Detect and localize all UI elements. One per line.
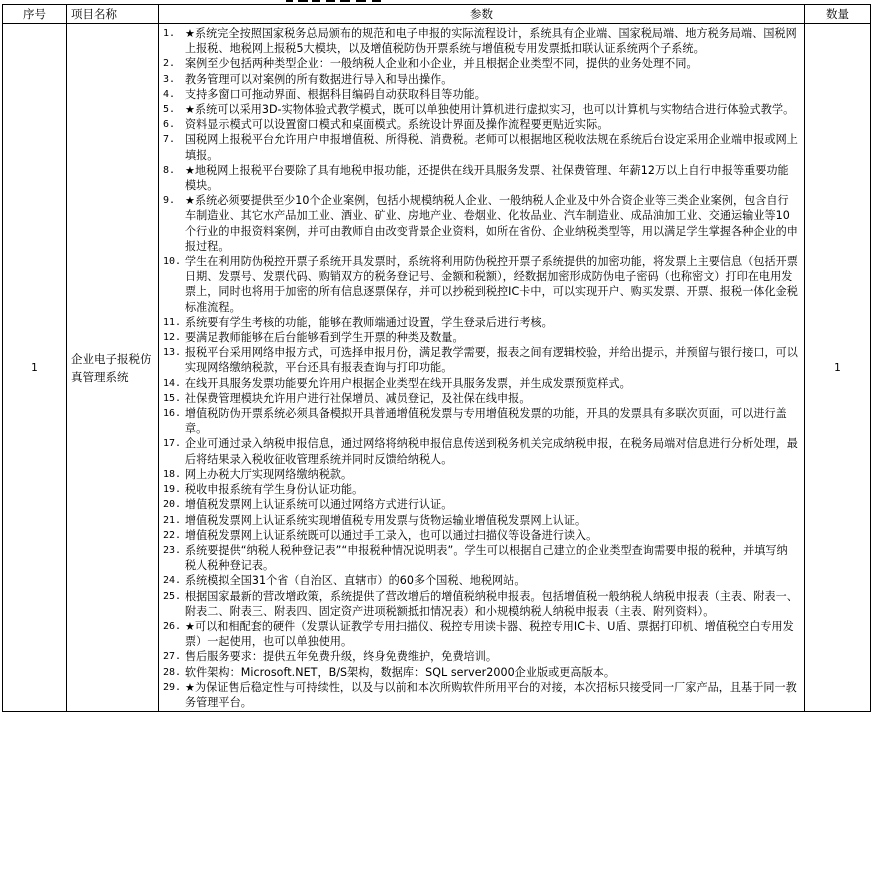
parameter-item (163, 163, 798, 193)
parameter-item (163, 680, 798, 710)
parameter-item (163, 26, 798, 56)
parameter-item (163, 315, 798, 330)
parameter-text: 网上办税大厅实现网络缴纳税款。 (185, 467, 353, 481)
row-project-name: 企业电子报税仿真管理系统 (67, 24, 159, 712)
parameter-text: 支持多窗口可拖动界面、根据科目编码自动获取科目等功能。 (185, 87, 486, 101)
procurement-spec-table (2, 4, 871, 712)
parameter-item (163, 436, 798, 466)
parameter-item (163, 573, 798, 588)
parameter-item (163, 254, 798, 315)
parameter-text: 案例至少包括两种类型企业：一般纳税人企业和小企业，并且根据企业类型不同，提供的业务处理不同。 (185, 57, 698, 71)
parameter-item (163, 665, 798, 680)
parameter-item (163, 102, 798, 117)
parameter-number: 14. (163, 377, 182, 389)
parameter-text: ★地税网上报税平台要除了具有地税申报功能，还提供在线开具服务发票、社保费管理、年薪12万以上自行申报等重要功能模块。 (185, 163, 789, 193)
parameter-text: 增值税防伪开票系统必须具备模拟开具普通增值税发票与专用增值税发票的功能，开具的发票具有多联次页面，可以进行盖章。 (185, 407, 787, 436)
parameter-text: 报税平台采用网络申报方式，可选择申报月份，满足教学需要，报表之间有逻辑校验，并给出提示，并预留与银行接口，可以实现网络缴纳税款，平台还具有报表查询与打印功能。 (185, 346, 798, 375)
parameter-item (163, 513, 798, 528)
parameter-number: 10. (163, 256, 182, 268)
parameter-text: 税收申报系统有学生身份认证功能。 (185, 483, 364, 497)
parameter-number: 24. (163, 575, 182, 587)
parameter-item (163, 649, 798, 664)
parameter-item (163, 482, 798, 497)
parameter-text: 资料显示模式可以设置窗口模式和桌面模式。系统设计界面及操作流程要更贴近实际。 (185, 118, 609, 132)
parameter-item (163, 117, 798, 132)
parameter-number: 22. (163, 529, 182, 541)
header-parameters: 参数 (159, 5, 805, 24)
parameter-text: ★为保证售后稳定性与可持续性，以及与以前和本次所购软件所用平台的对接，本次招标只接受同一厂家产品，且基于同一教务管理平台。 (185, 680, 797, 709)
parameter-number: 23. (163, 544, 182, 556)
parameter-text: ★可以和相配套的硬件（发票认证教学专用扫描仪、税控专用读卡器、税控专用IC卡、U盾、票据打印机、增值税空白专用发票）一起使用，也可以单独使用。 (185, 619, 794, 649)
parameter-item (163, 528, 798, 543)
parameter-number: 8. (163, 164, 176, 176)
parameter-text: ★系统可以采用3D-实物体验式教学模式，既可以单独使用计算机进行虚拟实习，也可以计算机与实物结合进行体验式教学。 (185, 103, 795, 117)
header-quantity: 数量 (805, 5, 871, 24)
parameter-number: 18. (163, 468, 182, 480)
parameter-number: 6. (163, 119, 176, 131)
parameter-text: 企业可通过录入纳税申报信息，通过网络将纳税申报信息传送到税务机关完成纳税申报，在税务局端对信息进行分析处理，最后将结果录入税收征收管理系统并同时反馈给纳税人。 (185, 437, 798, 466)
parameter-number: 2. (163, 58, 176, 70)
parameter-text: 系统要提供“纳税人税种登记表”“申报税种情况说明表”。学生可以根据自己建立的企业类型查询需要申报的税种，并填写纳税人税种登记表。 (185, 543, 788, 573)
parameter-number: 11. (163, 316, 182, 328)
parameter-number: 7. (163, 134, 176, 146)
parameter-item (163, 56, 798, 71)
parameter-item (163, 132, 798, 162)
header-index: 序号 (3, 5, 67, 24)
parameter-text: 增值税发票网上认证系统可以通过网络方式进行认证。 (185, 498, 453, 512)
parameter-number: 12. (163, 332, 182, 344)
parameter-number: 15. (163, 392, 182, 404)
parameter-number: 19. (163, 484, 182, 496)
parameter-number: 26. (163, 620, 182, 632)
parameter-number: 16. (163, 408, 182, 420)
parameter-text: 在线开具服务发票功能要允许用户根据企业类型在线开具服务发票，并生成发票预览样式。 (185, 376, 631, 390)
parameter-item (163, 619, 798, 649)
parameter-number: 29. (163, 681, 182, 693)
parameter-text: 增值税发票网上认证系统既可以通过手工录入，也可以通过扫描仪等设备进行读入。 (185, 528, 598, 542)
row-quantity: 1 (805, 24, 871, 712)
parameter-item (163, 345, 798, 375)
parameter-text: 系统要有学生考核的功能，能够在教师端通过设置，学生登录后进行考核。 (185, 315, 553, 329)
parameter-item (163, 497, 798, 512)
parameter-text: 社保费管理模块允许用户进行社保增员、减员登记，及社保在线申报。 (185, 391, 531, 405)
parameter-item (163, 406, 798, 436)
parameter-number: 25. (163, 590, 182, 602)
parameter-text: 售后服务要求：提供五年免费升级，终身免费维护，免费培训。 (185, 650, 498, 664)
parameter-text: 国税网上报税平台允许用户申报增值税、所得税、消费税。老师可以根据地区税收法规在系统后台设定采用企业端申报或网上填报。 (185, 133, 798, 162)
parameter-text: 学生在利用防伪税控开票子系统开具发票时，系统将利用防伪税控开票子系统提供的加密功能，将发票上主要信息（包括开票日期、发票号、发票代码、购销双方的税务登记号、金额和税额），经数据加密形成防伪电子密码（也称密文）打印在电用发票上，同时也将用于加密的所有信息逐票保存，并可以抄税到税控IC卡中，可以实现开户、购买发票、开票、报税一体化金税标准流程。 (185, 255, 798, 314)
parameter-number: 28. (163, 666, 182, 678)
parameter-list (163, 26, 798, 710)
table-header-row (3, 5, 871, 24)
parameter-number: 3. (163, 73, 176, 85)
parameter-number: 27. (163, 651, 182, 663)
row-index: 1 (3, 24, 67, 712)
parameter-text: 软件架构：Microsoft.NET，B/S架构，数据库：SQL server2000企业版或更高版本。 (185, 665, 615, 679)
parameter-number: 20. (163, 499, 182, 511)
parameter-item (163, 72, 798, 87)
parameter-item (163, 589, 798, 619)
parameter-number: 5. (163, 104, 176, 116)
parameter-number: 1. (163, 28, 176, 39)
parameter-item (163, 330, 798, 345)
parameter-text: ★系统完全按照国家税务总局颁布的规范和电子申报的实际流程设计，系统具有企业端、国家税局端、地方税务局端、国税网上报税、地税网上报税5大模块，以及增值税防伪开票系统与增值税专用发票抵扣联认证系统两个子系统。 (185, 27, 797, 56)
parameter-item (163, 87, 798, 102)
row-parameters (159, 24, 805, 712)
parameter-number: 9. (163, 195, 176, 207)
parameter-number: 21. (163, 514, 182, 526)
parameter-item (163, 543, 798, 573)
parameter-text: 要满足教师能够在后台能够看到学生开票的种类及数量。 (185, 331, 464, 345)
parameter-item (163, 467, 798, 482)
parameter-number: 4. (163, 88, 176, 100)
parameter-item (163, 391, 798, 406)
table-row (3, 24, 871, 712)
parameter-text: 教务管理可以对案例的所有数据进行导入和导出操作。 (185, 72, 453, 86)
parameter-text: 系统模拟全国31个省（自治区、直辖市）的60多个国税、地税网站。 (185, 574, 526, 588)
parameter-text: 根据国家最新的营改增政策，系统提供了营改增后的增值税纳税申报表。包括增值税一般纳税人纳税申报表（主表、附表一、附表二、附表三、附表四、固定资产进项税额抵扣情况表）和小规模纳税人纳税申报表（主表、附列资料）。 (185, 589, 798, 618)
parameter-number: 13. (163, 347, 182, 359)
parameter-text: 增值税发票网上认证系统实现增值税专用发票与货物运输业增值税发票网上认证。 (185, 513, 587, 527)
parameter-number: 17. (163, 438, 182, 450)
parameter-text: ★系统必须要提供至少10个企业案例，包括小规模纳税人企业、一般纳税人企业及中外合资企业等三类企业案例，包含自行车制造业、其它水产品加工业、酒业、矿业、房地产业、卷烟业、化妆品业、汽车制造业、成品油加工业、交通运输业等10个行业的申报资料案例，并可由教师自由改变背景企业资料，如所在省份、企业纳税类型等，用以满足学生掌握各种企业的申报过程。 (185, 194, 798, 253)
header-project-name: 项目名称 (67, 5, 159, 24)
parameter-item (163, 193, 798, 254)
parameter-item (163, 376, 798, 391)
